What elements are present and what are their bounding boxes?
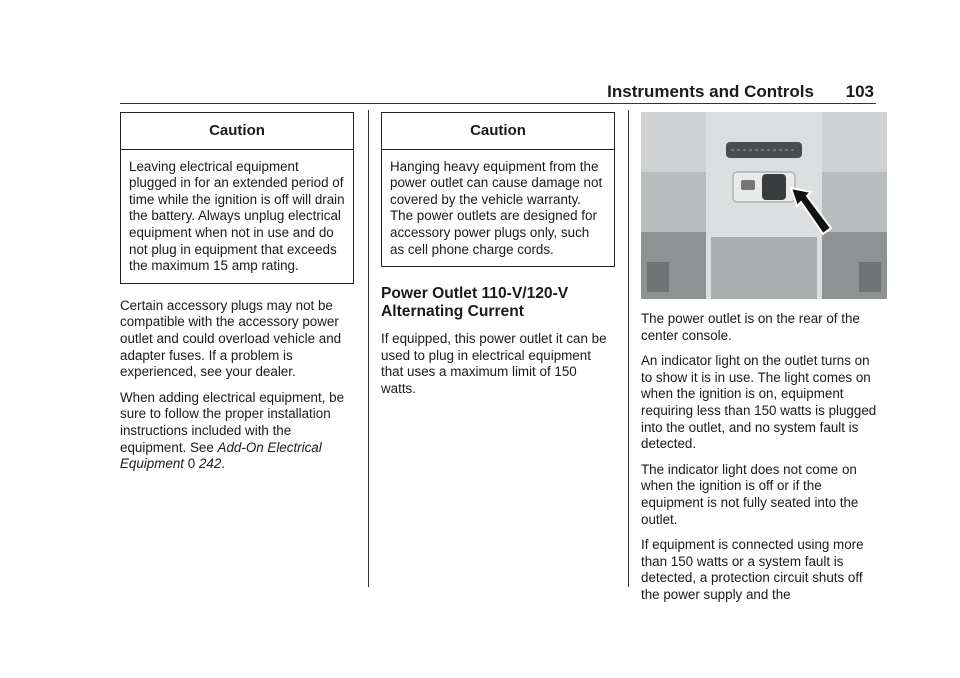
section-heading: Power Outlet 110-V/120-V Alternating Current: [381, 285, 569, 321]
section-title: Instruments and Controls: [607, 82, 814, 101]
cross-reference-link[interactable]: Add-On Electrical Equipment 0 242: [120, 439, 322, 472]
header-rule: [120, 103, 876, 104]
column-divider: [368, 110, 369, 587]
paragraph: If equipped, this power outlet it can be used to plug in electrical equipment that uses a maximum limit of 150 watts.: [381, 331, 607, 396]
page-number: 103: [845, 82, 874, 101]
paragraph: An indicator light on the outlet turns on to show it is in use. The light comes on when the ignition is on, equipment requiring less than 150 watts is plugged into the outlet, and no system fault is detected.: [641, 353, 877, 452]
caution-text: Leaving electrical equipment plugged in for an extended period of time while the ignition is off will drain the battery. Always unplug electrical equipment when not in use and do not plug in equipment that exceeds the maximum 15 amp rating.: [129, 158, 345, 274]
caution-box: [120, 112, 354, 284]
column-3: [641, 112, 877, 613]
paragraph: When adding electrical equipment, be sure to follow the proper installation instructions included with the equipment. See Add-On Electrical Equipment 0 242.: [120, 389, 345, 472]
column-1: [120, 112, 354, 482]
caution-box: [381, 112, 615, 267]
column-2: [381, 112, 615, 407]
caution-text: Hanging heavy equipment from the power outlet can cause damage not covered by the vehicle warranty. The power outlets are designed for accessory power plugs only, such as cell phone charge cords.: [390, 158, 603, 257]
column-divider: [628, 110, 629, 587]
paragraph: If equipment is connected using more than 150 watts or a system fault is detected, a protection circuit shuts off the power supply and the: [641, 537, 864, 602]
caution-title: Caution: [382, 113, 614, 150]
caution-title: Caution: [121, 113, 353, 150]
paragraph: The indicator light does not come on when the ignition is off or if the equipment is not fully seated into the outlet.: [641, 461, 859, 527]
center-console-photo: [641, 112, 887, 299]
page-header: [120, 82, 876, 102]
page-ref-arrow-icon: 0: [187, 456, 196, 472]
paragraph: The power outlet is on the rear of the center console.: [641, 311, 860, 343]
paragraph: Certain accessory plugs may not be compatible with the accessory power outlet and could overload vehicle and adapter fuses. If a problem is experienced, see your dealer.: [120, 297, 342, 380]
